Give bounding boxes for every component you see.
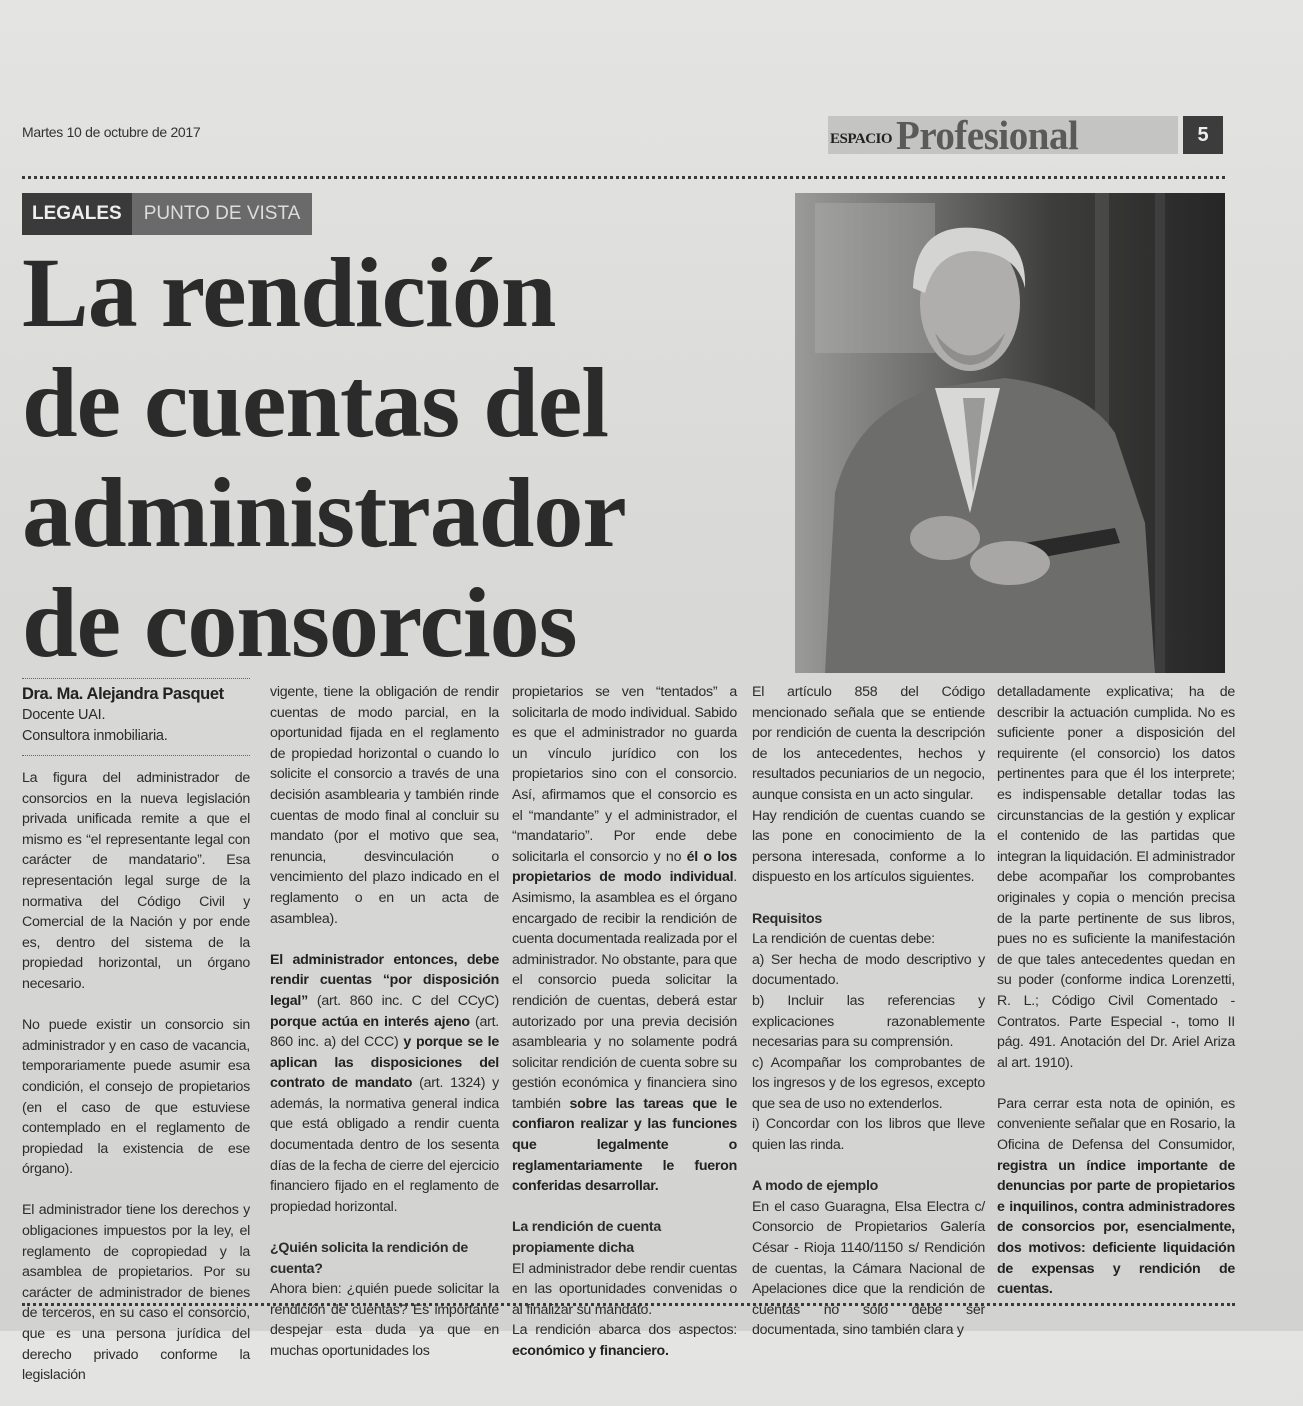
- text: Hay rendición de cuentas cuando se las pone en conocimiento de la persona interesada, conforme a lo dispuesto en los artículos siguientes.: [752, 807, 985, 886]
- headline-line: La rendición: [22, 237, 556, 348]
- subheading: Requisitos: [752, 910, 823, 927]
- section-tag: [22, 193, 312, 235]
- text: El administrador tiene los derechos y obligaciones impuestos por la ley, el reglamento de copropiedad y la asamblea de propietarios. Por su carácter de administrador de bienes de terceros, en su caso el consorcio, que es una persona jurídica del derecho privado conforme la legislación: [22, 1202, 250, 1384]
- paragraph: [752, 929, 985, 950]
- text: Para cerrar esta nota de opinión, es conveniente señalar que en Rosario, la Oficina de Defensa del Consumidor,: [997, 1095, 1235, 1154]
- bold-text: él o los propietarios de modo individual: [512, 848, 737, 886]
- text: detalladamente explicativa; ha de describir la actuación cumplida. No es suficiente poner a disposición del requirente (el consorcio) los datos pertinentes para que él los interprete; es indispensable detallar todas las circunstancias de la gestión y explicar el contenido de las partidas que integran la liquidación. El administrador debe acompañar los comprobantes originales y copia o mención precisa de la parte pertinente de sus libros, pues no es suficiente la manifestación de que tales antecedentes quedan en su poder (conforme indica Lorenzetti, R. L.; Código Civil Comentado - Contratos. Parte Especial -, tomo II pág. 491. Anotación del Dr. Ariel Ariza al art. 1910).: [997, 684, 1235, 1071]
- man-with-tablet-photo: [795, 193, 1225, 673]
- bold-text: sobre las tareas que le confiaron realizar y las funciones que legalmente o reglamentariamente le fueron conferidas desarrollar.: [512, 1095, 737, 1195]
- footer-divider: [22, 1303, 1235, 1306]
- subheading: A modo de ejemplo: [752, 1178, 879, 1195]
- text: b) Incluir las referencias y explicaciones razonablemente necesarias para su comprensión.: [752, 992, 985, 1051]
- text: . Asimismo, la asamblea es el órgano encargado de recibir la rendición de cuenta documentada realizada por el administrador. No obstante, para que el consorcio pueda solicitar la rendición de cuentas, deberá estar autorizado por una previa decisión asamblearia y no solamente podrá solicitar rendición de cuenta sobre su gestión económica y financiera sino también: [512, 869, 737, 1112]
- section-masthead: [828, 112, 1178, 158]
- bold-text: porque actúa en interés ajeno: [270, 1013, 470, 1030]
- bold-text: económico y financiero.: [512, 1343, 669, 1359]
- section-primary: LEGALES: [22, 193, 132, 235]
- headline-line: administrador: [22, 457, 626, 568]
- paragraph: [22, 1015, 250, 1180]
- article-column-4: [752, 682, 985, 1362]
- article-column-2: [270, 682, 499, 1382]
- author-title: Consultora inmobiliaria.: [22, 728, 168, 744]
- paragraph: [752, 682, 985, 806]
- section-secondary: PUNTO DE VISTA: [132, 193, 313, 235]
- text: El administrador debe rendir cuentas en las oportunidades convenidas o al finalizar su mandato.: [512, 1260, 737, 1318]
- text: c) Acompañar los comprobantes de los ingresos y de los egresos, excepto que sea de uso no extenderlos.: [752, 1054, 985, 1112]
- text: En el caso Guaragna, Elsa Electra c/ Consorcio de Propietarios Galería César - Rioja 1140/1150 s/ Rendición de cuentas, la Cámara Nacional de Apelaciones dice que la rendición de cuentas no sólo debe ser documentada, sino también clara y: [752, 1198, 985, 1339]
- bold-text: y porque se le aplican las disposiciones del contrato de mandato: [270, 1034, 499, 1092]
- paragraph: [752, 950, 985, 991]
- article-column-5: [997, 682, 1235, 1320]
- headline-line: de consorcios: [22, 567, 577, 678]
- masthead-large: Profesional: [896, 112, 1079, 158]
- text: i) Concordar con los libros que lleve quien las rinda.: [752, 1116, 985, 1154]
- subheading: La rendición de cuenta propiamente dicha: [512, 1219, 662, 1257]
- text: vigente, tiene la obligación de rendir cuentas de modo parcial, en la oportunidad fijada en el reglamento de propiedad horizontal o cuando lo solicite el consorcio a través de una decisión asamblearia y también rinde cuentas de modo final al concluir su mandato (por el motivo que sea, renuncia, desvinculación o vencimiento del plazo indicado en el reglamento o en un acta de asamblea).: [270, 684, 499, 927]
- text: (art. 860 inc. a) del CCC): [270, 1013, 499, 1051]
- author-name: Dra. Ma. Alejandra Pasquet: [22, 685, 224, 703]
- paragraph: [752, 991, 985, 1053]
- header-divider: [22, 176, 1225, 179]
- paragraph: [752, 806, 985, 888]
- paragraph: [512, 1320, 737, 1361]
- paragraph: [752, 1114, 985, 1155]
- paragraph: [22, 768, 250, 995]
- text: El artículo 858 del Código mencionado señala que se entiende por rendición de cuenta la descripción de los antecedentes, hechos y resultados pecuniarios de un negocio, aunque consista en un acto singular.: [752, 684, 985, 803]
- man-with-tablet-illustration: [795, 193, 1225, 673]
- paragraph: [512, 682, 737, 1197]
- text: (art. 860 inc. C del CCyC): [307, 992, 499, 1009]
- paragraph: [997, 1094, 1235, 1300]
- paragraph: [752, 1197, 985, 1341]
- paragraph: [752, 1053, 985, 1115]
- bold-text: registra un índice importante de denuncias por parte de propietarios e inquilinos, contra administradores de consorcios por, esencialmente, dos motivos: deficiente liquidación de expensas y rendición de cuentas.: [997, 1157, 1235, 1298]
- paragraph: [270, 682, 499, 929]
- text: a) Ser hecha de modo descriptivo y documentado.: [752, 951, 985, 989]
- text: La figura del administrador de consorcios en la nueva legislación privada unificada remite a que el mismo es “el representante legal con carácter de mandatario”. Esa representación legal surge de la normativa del Código Civil y Comercial de la Nación y por ende es, dentro del sistema de la propiedad horizontal, un órgano necesario.: [22, 770, 250, 992]
- paragraph: [512, 1259, 737, 1321]
- text: La rendición abarca dos aspectos:: [512, 1322, 737, 1339]
- paragraph: [270, 1279, 499, 1361]
- page-number: 5: [1183, 116, 1223, 154]
- byline-divider: [22, 678, 250, 679]
- paragraph: [22, 1200, 250, 1385]
- article-column-1: [22, 682, 250, 1406]
- author-role: Docente UAI.: [22, 707, 106, 723]
- headline: [22, 238, 802, 678]
- text: (art. 1324) y además, la normativa general indica que está obligado a rendir cuenta documentada dentro de los sesenta días de la fecha de cierre del ejercicio financiero fijado en el reglamento de propiedad horizontal.: [270, 1075, 500, 1215]
- paragraph: [270, 950, 499, 1218]
- byline-divider: [22, 755, 250, 756]
- text: No puede existir un consorcio sin administrador y en caso de vacancia, temporariamente puede asumir esa condición, el consejo de propietarios (en el caso de que estuviese contemplado en el reglamento de propiedad la existencia de ese órgano).: [22, 1017, 250, 1178]
- masthead-small: ESPACIO: [830, 131, 893, 147]
- article-column-3: [512, 682, 737, 1382]
- text: Ahora bien: ¿quién puede solicitar la rendición de cuentas? Es importante despejar esta duda ya que en muchas oportunidades los: [270, 1281, 499, 1359]
- paragraph: [997, 682, 1235, 1073]
- issue-date: Martes 10 de octubre de 2017: [22, 124, 201, 140]
- bold-text: El administrador entonces, debe rendir cuentas “por disposición legal”: [270, 951, 499, 1009]
- text: propietarios se ven “tentados” a solicitarla de modo individual. Sabido es que el administrador no guarda un vínculo jurídico con los propietarios sino con el consorcio. Así, afirmamos que el consorcio es el “mandante” y el administrador, el “mandatario”. Por ende debe solicitarla el consorcio y no: [512, 684, 737, 865]
- subheading: ¿Quién solicita la rendición de cuenta?: [270, 1240, 469, 1277]
- headline-line: de cuentas del: [22, 347, 608, 458]
- text: La rendición de cuentas debe:: [752, 931, 935, 948]
